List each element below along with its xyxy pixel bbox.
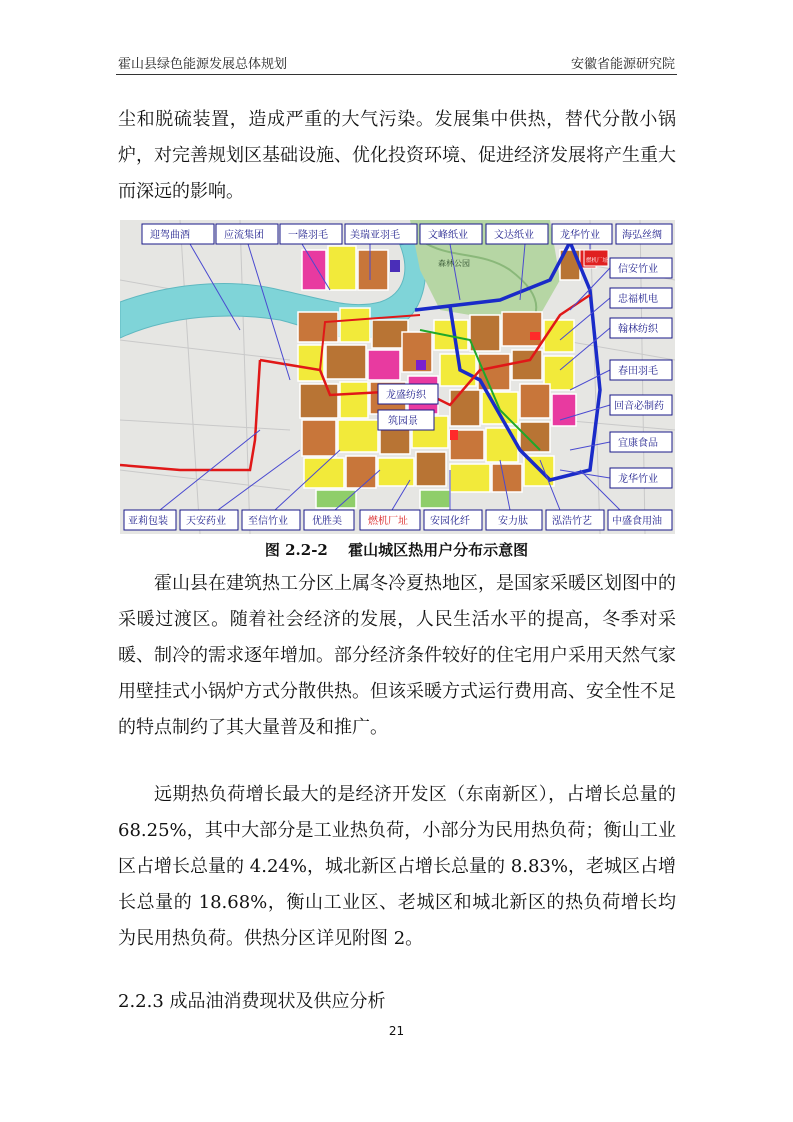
map-label-bottom-7: 泓浩竹艺 <box>552 516 592 527</box>
map-plant-label: 燃机厂址 <box>586 258 609 264</box>
map-label-top-1: 应流集团 <box>224 230 264 241</box>
map-label-bottom-1: 天安药业 <box>186 516 226 527</box>
map-label-right-6: 龙华竹业 <box>618 474 658 485</box>
map-label-right-2: 翰林纺织 <box>618 324 658 335</box>
map-label-top-2: 一隆羽毛 <box>288 230 328 241</box>
header-left: 霍山县绿色能源发展总体规划 <box>118 57 288 72</box>
map-label-top-3: 美瑞亚羽毛 <box>350 230 400 241</box>
map-label-right-1: 忠福机电 <box>618 294 658 305</box>
map-label-bottom-4: 燃机厂址 <box>368 516 408 527</box>
map-label-center-0: 龙盛纺织 <box>386 390 426 401</box>
map-label-bottom-2: 至信竹业 <box>248 516 288 527</box>
map-label-bottom-3: 优胜美 <box>312 516 342 527</box>
page-number: 21 <box>388 1024 405 1038</box>
map-label-right-3: 春田羽毛 <box>618 366 658 377</box>
map-label-bottom-5: 安园化纤 <box>430 516 470 527</box>
map-label-top-7: 海弘丝绸 <box>622 230 662 241</box>
map-label-bottom-6: 安力肽 <box>498 516 528 527</box>
map-park-label: 森林公园 <box>438 259 470 268</box>
paragraph-1: 尘和脱硫装置，造成严重的大气污染。发展集中供热，替代分散小锅炉，对完善规划区基础设施、优化投资环境、促进经济发展将产生重大而深远的影响。 <box>118 109 676 202</box>
map-label-right-5: 宜康食品 <box>618 438 658 449</box>
map-label-right-0: 信安竹业 <box>618 264 658 275</box>
paragraph-3: 远期热负荷增长最大的是经济开发区（东南新区），占增长总量的 68.25%，其中大部分是工业热负荷，小部分为民用热负荷；衡山工业区占增长总量的 4.24%，城北新区占增长总量的 8.83%，老城区占增长总量的 18.68%，衡山工业区、老城区和城北新区的热负荷增长均为民用热负荷。供热分区详见附图 2。 <box>118 784 676 949</box>
heat-user-map <box>120 220 675 534</box>
map-label-top-6: 龙华竹业 <box>560 230 600 241</box>
map-label-right-4: 回音必制药 <box>614 401 664 412</box>
map-label-bottom-0: 亚莉包装 <box>128 516 168 527</box>
map-label-center-1: 筑园景 <box>388 416 418 427</box>
header-rule <box>116 74 677 75</box>
section-heading: 2.2.3 成品油消费现状及供应分析 <box>118 991 386 1012</box>
figure-caption: 图 2.2-2 霍山城区热用户分布示意图 <box>264 541 529 559</box>
map-label-bottom-8: 中盛食用油 <box>612 516 662 527</box>
paragraph-2: 霍山县在建筑热工分区上属冬冷夏热地区，是国家采暖区划图中的采暖过渡区。随着社会经济的发展，人民生活水平的提高，冬季对采暖、制冷的需求逐年增加。部分经济条件较好的住宅用户采用天然气家用壁挂式小锅炉方式分散供热。但该采暖方式运行费用高、安全性不足的特点制约了其大量普及和推广。 <box>118 573 676 738</box>
header-right: 安徽省能源研究院 <box>570 57 675 72</box>
map-label-top-0: 迎驾曲酒 <box>150 230 190 241</box>
map-label-top-5: 文达纸业 <box>494 230 534 241</box>
map-label-top-4: 文峰纸业 <box>428 230 468 241</box>
